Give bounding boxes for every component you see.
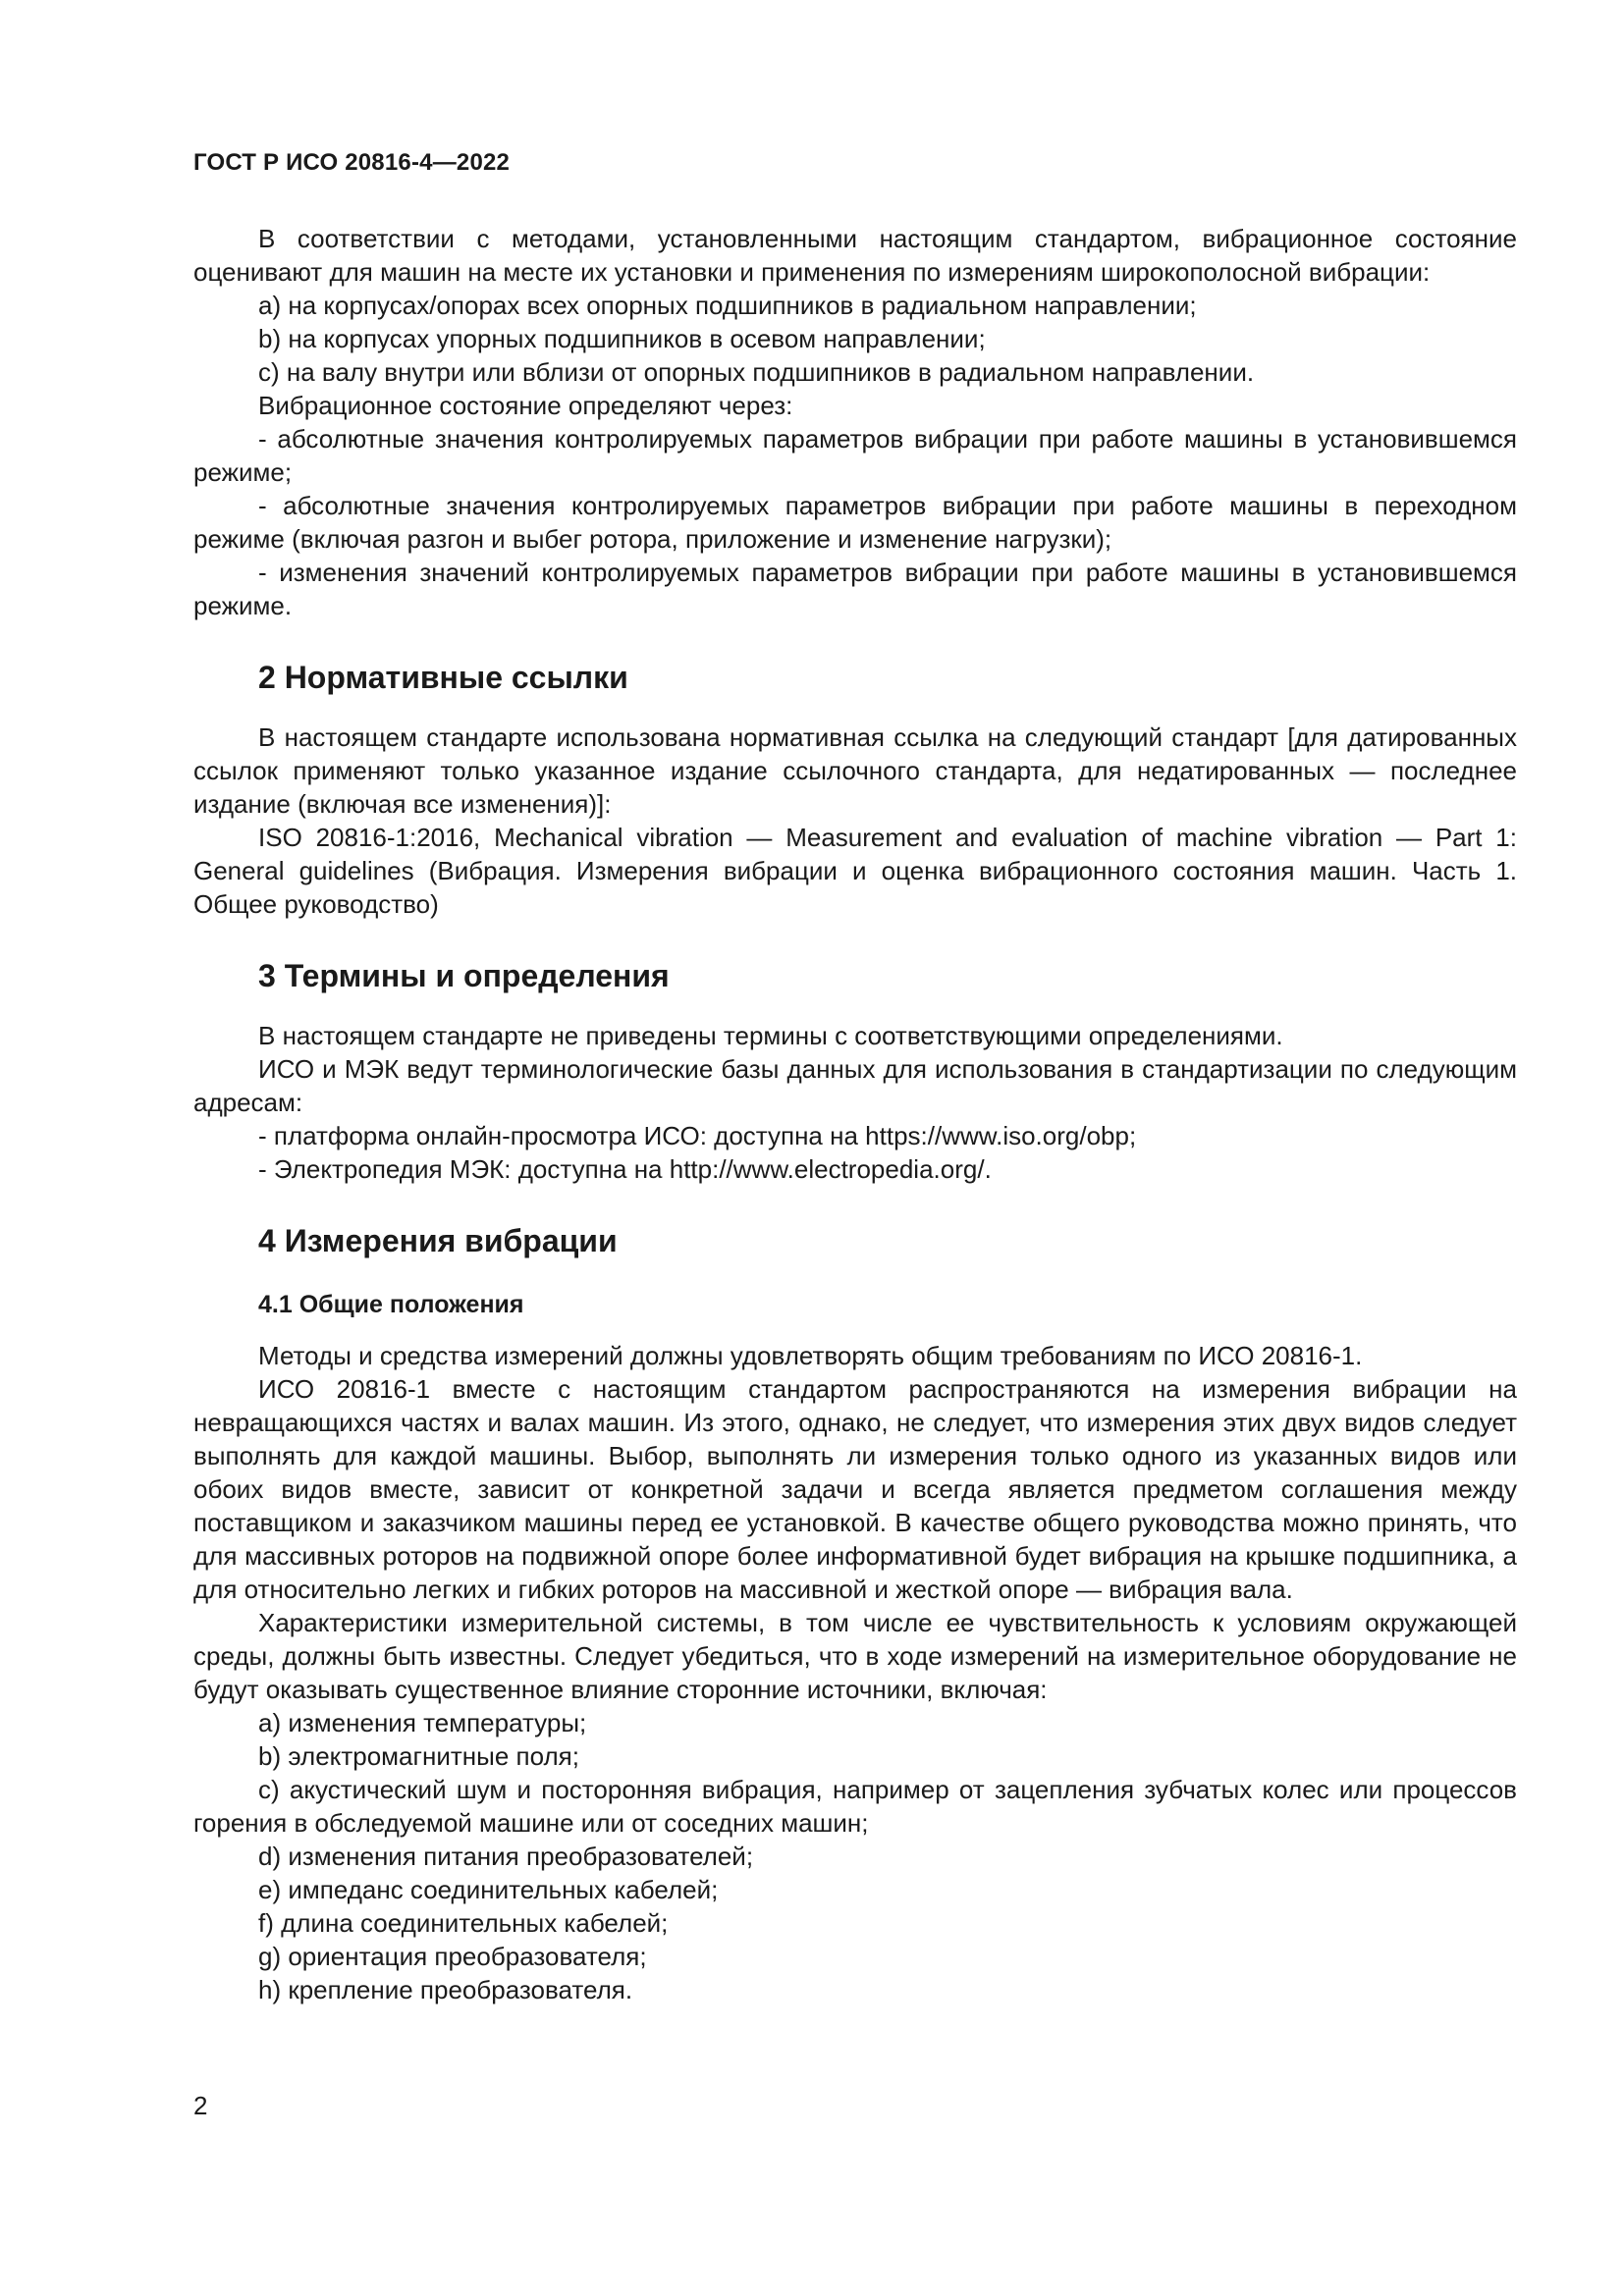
list-item: b) электромагнитные поля; xyxy=(258,1741,579,1771)
page-number: 2 xyxy=(193,2091,208,2120)
paragraph: В настоящем стандарте использована нормативная ссылка на следующий стандарт [для датированных ссылок применяют только указанное издание ссылочного стандарта, для недатированных — последнее издание (включая все изменения)]: xyxy=(193,722,1517,819)
subsection-heading: 4.1 Общие положения xyxy=(258,1291,524,1318)
paragraph: Характеристики измерительной системы, в том числе ее чувствительность к условиям окружающей среды, должны быть известны. Следует убедиться, что в ходе измерений на измерительное оборудование не будут оказывать существенное влияние сторонние источники, включая: xyxy=(193,1608,1517,1704)
section-heading: 4 Измерения вибрации xyxy=(258,1223,618,1258)
list-item: g) ориентация преобразователя; xyxy=(258,1942,647,1971)
list-item: a) на корпусах/опорах всех опорных подшипников в радиальном направлении; xyxy=(258,291,1197,320)
paragraph: В соответствии с методами, установленными настоящим стандартом, вибрационное состояние оценивают для машин на месте их установки и применения по измерениям широкополосной вибрации: xyxy=(193,224,1517,287)
list-item: a) изменения температуры; xyxy=(258,1708,587,1737)
paragraph: ИСО и МЭК ведут терминологические базы данных для использования в стандартизации по следующим адресам: xyxy=(193,1054,1517,1117)
paragraph: ИСО 20816-1 вместе с настоящим стандартом распространяются на измерения вибрации на невращающихся частях и валах машин. Из этого, однако, не следует, что измерения этих двух видов следует выполнять для каждой машины. Выбор, выполнять ли измерения только одного из указанных видов или обоих видов вместе, зависит от конкретной задачи и всегда является предметом соглашения между поставщиком и заказчиком машины перед ее установкой. В качестве общего руководства можно принять, что для массивных роторов на подвижной опоре более информативной будет вибрация на крышке подшипника, а для относительно легких и гибких роторов на массивной и жесткой опоре — вибрация вала. xyxy=(193,1374,1517,1604)
list-item: c) акустический шум и посторонняя вибрация, например от зацепления зубчатых колес или процессов горения в обследуемой машине или от соседних машин; xyxy=(193,1775,1517,1838)
list-item: - Электропедия МЭК: доступна на http://www.electropedia.org/. xyxy=(258,1154,992,1184)
section-heading: 2 Нормативные ссылки xyxy=(258,660,628,695)
list-item: d) изменения питания преобразователей; xyxy=(258,1842,754,1871)
list-item: - абсолютные значения контролируемых параметров вибрации при работе машины в установившемся режиме; xyxy=(193,424,1517,487)
list-item: - платформа онлайн-просмотра ИСО: доступна на https://www.iso.org/obp; xyxy=(258,1121,1137,1150)
list-item: e) импеданс соединительных кабелей; xyxy=(258,1875,719,1904)
page-content xyxy=(193,222,1517,2006)
paragraph: В настоящем стандарте не приведены термины с соответствующими определениями. xyxy=(258,1021,1283,1050)
paragraph: Вибрационное состояние определяют через: xyxy=(258,391,793,420)
paragraph: ISO 20816-1:2016, Mechanical vibration — Measurement and evaluation of machine vibration — Part 1: General guidelines (Вибрация. Измерения вибрации и оценка вибрационного состояния машин. Часть 1. Общее руководство) xyxy=(193,823,1517,919)
paragraph: Методы и средства измерений должны удовлетворять общим требованиям по ИСО 20816-1. xyxy=(258,1341,1363,1370)
list-item: h) крепление преобразователя. xyxy=(258,1975,633,2004)
section-heading: 3 Термины и определения xyxy=(258,958,670,993)
list-item: - абсолютные значения контролируемых параметров вибрации при работе машины в переходном режиме (включая разгон и выбег ротора, приложение и изменение нагрузки); xyxy=(193,491,1517,554)
list-item: c) на валу внутри или вблизи от опорных подшипников в радиальном направлении. xyxy=(258,357,1255,387)
list-item: - изменения значений контролируемых параметров вибрации при работе машины в установившемся режиме. xyxy=(193,558,1517,620)
list-item: f) длина соединительных кабелей; xyxy=(258,1908,669,1938)
standard-header: ГОСТ Р ИСО 20816-4—2022 xyxy=(193,149,511,176)
list-item: b) на корпусах упорных подшипников в осевом направлении; xyxy=(258,324,986,353)
